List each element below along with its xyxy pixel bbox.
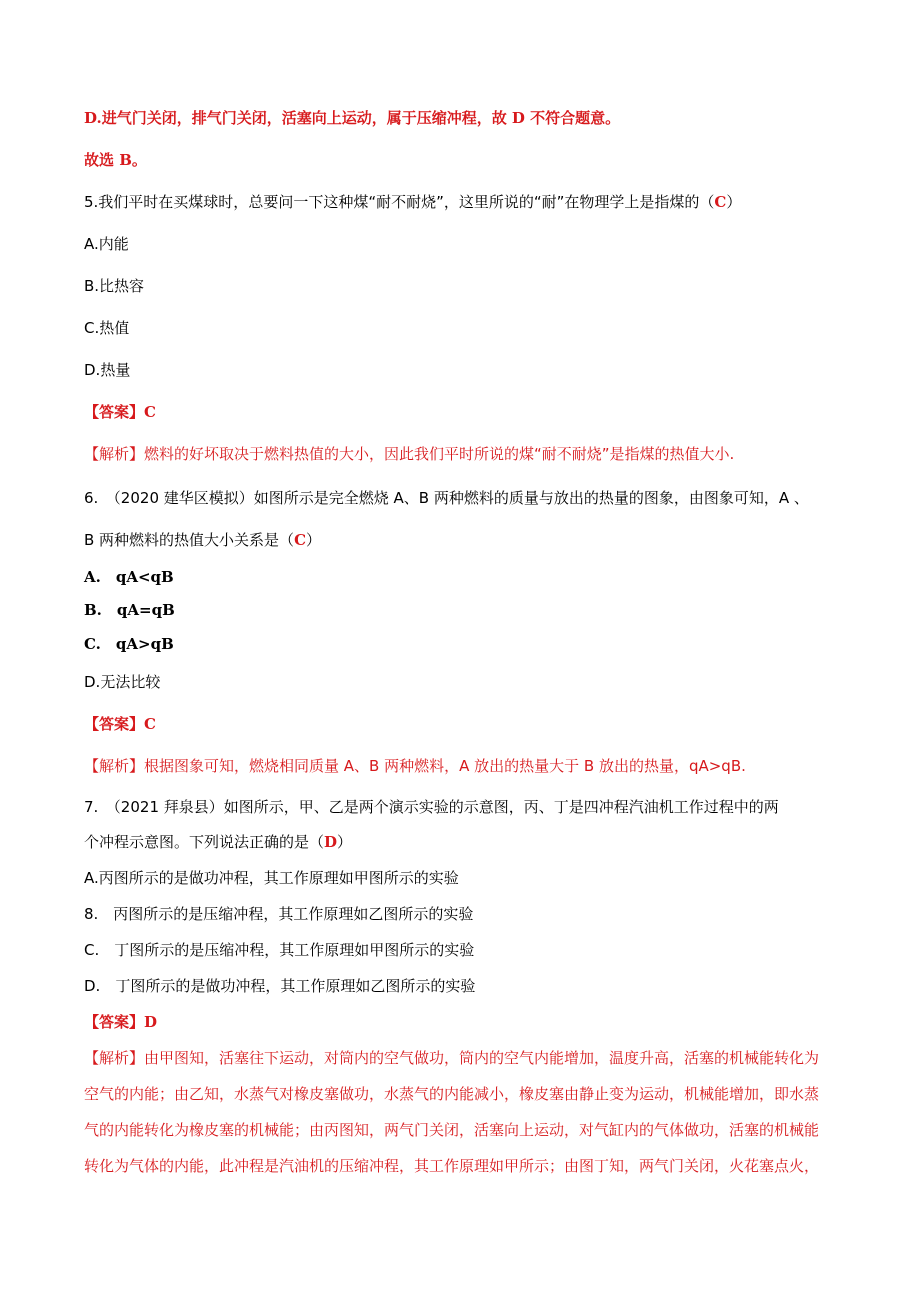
q7-answer-letter: D [324, 833, 338, 851]
q7-option-c: C. 丁图所示的是压缩冲程，其工作原理如甲图所示的实验 [84, 941, 475, 959]
q6-explanation: 【解析】根据图象可知，燃烧相同质量 A、B 两种燃料，A 放出的热量大于 B 放出的热量，qA>qB. [84, 757, 746, 775]
q5-stem [84, 192, 741, 212]
q7-stem-line2 [84, 832, 352, 852]
q7-explanation-line3: 气的内能转化为橡皮塞的机械能；由丙图知，两气门关闭，活塞向上运动，对气缸内的气体做功，活塞的机械能 [84, 1121, 820, 1139]
q6-stem-line2 [84, 530, 321, 550]
q5-stem-close: ） [726, 193, 742, 211]
q6-stem-close: ） [306, 531, 322, 549]
q6-option-c: C. qA>qB [84, 635, 174, 653]
q5-answer-letter: C [714, 193, 727, 211]
q6-option-a: A. qA<qB [84, 568, 174, 586]
q5-option-c: C.热值 [84, 319, 130, 337]
q7-explanation-line4: 转化为气体的内能，此冲程是汽油机的压缩冲程，其工作原理如甲所示；由图丁知，两气门关闭，火花塞点火， [84, 1157, 820, 1175]
q5-stem-text: 5.我们平时在买煤球时，总要问一下这种煤“耐不耐烧”，这里所说的“耐”在物理学上是指煤的（ [84, 193, 715, 211]
q5-option-a: A.内能 [84, 235, 129, 253]
q5-answer: 【答案】C [84, 403, 156, 421]
q5-option-d: D.热量 [84, 361, 131, 379]
q6-option-d: D.无法比较 [84, 673, 161, 691]
q6-answer-letter: C [294, 531, 307, 549]
q7-stem-close: ） [337, 833, 353, 851]
q6-stem-text: B 两种燃料的热值大小关系是（ [84, 531, 295, 549]
q7-answer: 【答案】D [84, 1013, 158, 1031]
q4-option-d-explanation: D.进气门关闭，排气门关闭，活塞向上运动，属于压缩冲程，故 D 不符合题意。 [84, 109, 621, 127]
q5-option-b: B.比热容 [84, 277, 145, 295]
q6-answer: 【答案】C [84, 715, 156, 733]
q7-option-b: 8. 丙图所示的是压缩冲程，其工作原理如乙图所示的实验 [84, 905, 474, 923]
q7-explanation-line1: 【解析】由甲图知，活塞往下运动，对筒内的空气做功，筒内的空气内能增加，温度升高，活塞的机械能转化为 [84, 1049, 820, 1067]
q7-explanation-line2: 空气的内能；由乙知，水蒸气对橡皮塞做功，水蒸气的内能减小，橡皮塞由静止变为运动，机械能增加，即水蒸 [84, 1085, 820, 1103]
q7-option-a: A.丙图所示的是做功冲程，其工作原理如甲图所示的实验 [84, 869, 459, 887]
q7-option-d: D. 丁图所示的是做功冲程，其工作原理如乙图所示的实验 [84, 977, 476, 995]
q4-final-answer: 故选 B。 [84, 151, 147, 169]
q6-stem-line1: 6. （2020 建华区模拟）如图所示是完全燃烧 A、B 两种燃料的质量与放出的热量的图象，由图象可知，A 、 [84, 489, 809, 507]
q6-option-b: B. qA=qB [84, 601, 175, 619]
q7-stem-text: 个冲程示意图。下列说法正确的是（ [84, 833, 325, 851]
q7-stem-line1: 7. （2021 拜泉县）如图所示，甲、乙是两个演示实验的示意图，丙、丁是四冲程汽油机工作过程中的两 [84, 798, 779, 816]
q5-explanation: 【解析】燃料的好坏取决于燃料热值的大小，因此我们平时所说的煤“耐不耐烧”是指煤的热值大小. [84, 445, 735, 463]
